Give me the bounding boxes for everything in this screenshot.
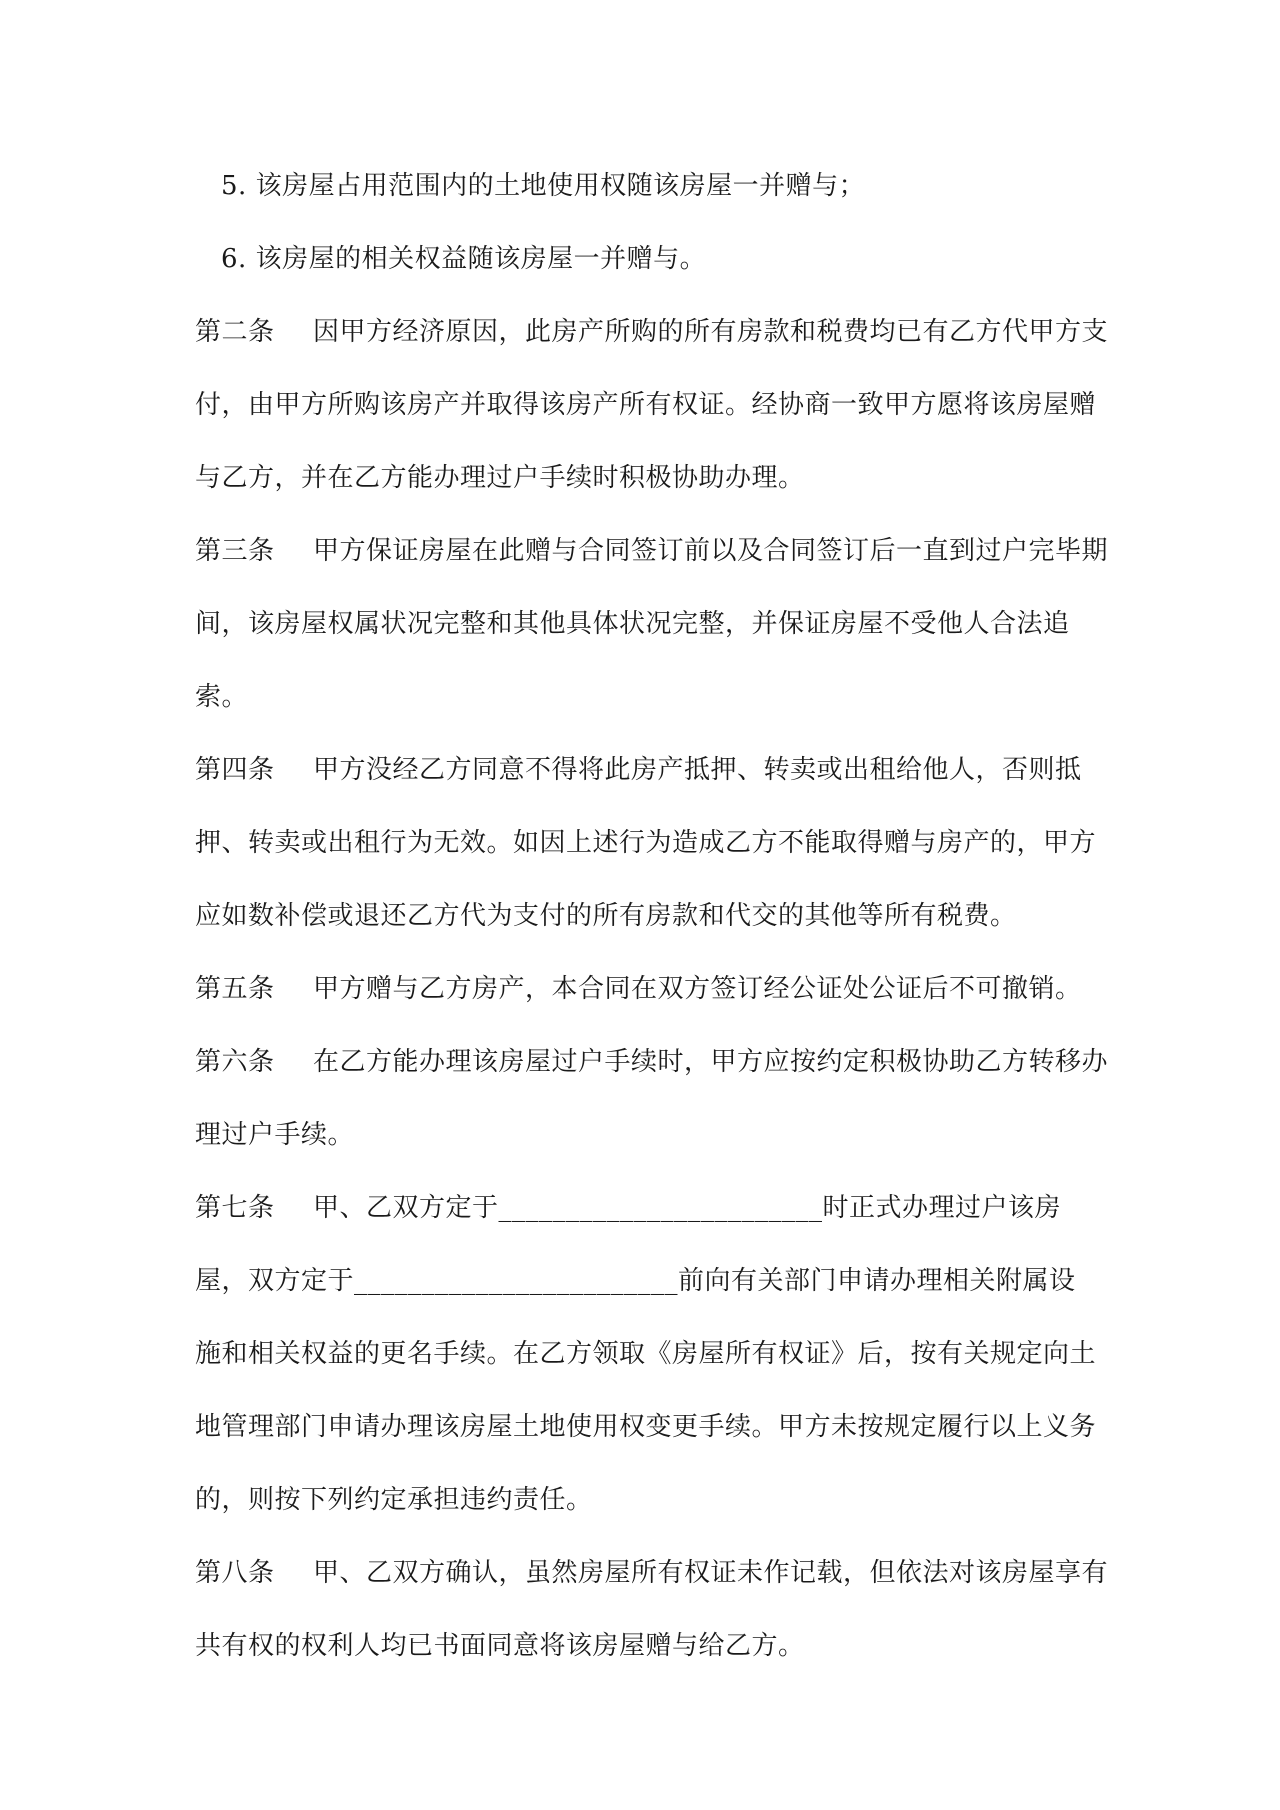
article-text: 甲方赠与乙方房产，本合同在双方签订经公证处公证后不可撤销。 xyxy=(313,974,1082,1004)
article-2-line: 付，由甲方所购该房产并取得该房产所有权证。经协商一致甲方愿将该房屋赠 xyxy=(195,390,1097,420)
article-label: 第八条 xyxy=(195,1558,275,1588)
article-2-line: 与乙方，并在乙方能办理过户手续时积极协助办理。 xyxy=(195,463,805,493)
article-4-line: 押、转卖或出租行为无效。如因上述行为造成乙方不能取得赠与房产的，甲方 xyxy=(195,828,1097,858)
article-text: 甲、乙双方确认，虽然房屋所有权证未作记载，但依法对该房屋享有 xyxy=(313,1558,1109,1588)
article-label: 第七条 xyxy=(195,1193,275,1223)
article-7-line: 地管理部门申请办理该房屋土地使用权变更手续。甲方未按规定履行以上义务 xyxy=(195,1412,1097,1442)
list-item xyxy=(195,223,1095,296)
article-label: 第二条 xyxy=(195,317,275,347)
article-6-line: 理过户手续。 xyxy=(195,1120,355,1150)
article-3-line: 索。 xyxy=(195,682,249,712)
article-3-line xyxy=(195,515,1109,588)
article-label: 第三条 xyxy=(195,536,275,566)
article-4-line: 应如数补偿或退还乙方代为支付的所有房款和代交的其他等所有税费。 xyxy=(195,901,1017,931)
article-2-line xyxy=(195,296,1109,369)
list-item-number: 6. xyxy=(221,244,247,274)
article-7-line: 屋，双方定于________________________前向有关部门申请办理相关附属设 xyxy=(195,1266,1076,1296)
article-7-line: 的，则按下列约定承担违约责任。 xyxy=(195,1485,593,1515)
list-item-text: 该房屋占用范围内的土地使用权随该房屋一并赠与； xyxy=(255,171,866,201)
article-7-line: 施和相关权益的更名手续。在乙方领取《房屋所有权证》后，按有关规定向土 xyxy=(195,1339,1097,1369)
list-item-number: 5. xyxy=(221,171,247,201)
list-item xyxy=(195,150,1095,223)
article-3-line: 间，该房屋权属状况完整和其他具体状况完整，并保证房屋不受他人合法追 xyxy=(195,609,1070,639)
article-text: 甲方没经乙方同意不得将此房产抵押、转卖或出租给他人，否则抵 xyxy=(313,755,1082,785)
list-item-text: 该房屋的相关权益随该房屋一并赠与。 xyxy=(255,244,707,274)
article-6-line xyxy=(195,1026,1109,1099)
article-text: 因甲方经济原因，此房产所购的所有房款和税费均已有乙方代甲方支 xyxy=(313,317,1109,347)
article-8-line: 共有权的权利人均已书面同意将该房屋赠与给乙方。 xyxy=(195,1631,805,1661)
article-text: 在乙方能办理该房屋过户手续时，甲方应按约定积极协助乙方转移办 xyxy=(313,1047,1109,1077)
article-label: 第六条 xyxy=(195,1047,275,1077)
article-5-line xyxy=(195,953,1095,1026)
document-body xyxy=(195,150,1109,1683)
article-text: 甲方保证房屋在此赠与合同签订前以及合同签订后一直到过户完毕期 xyxy=(313,536,1109,566)
article-8-line xyxy=(195,1537,1109,1610)
article-4-line xyxy=(195,734,1095,807)
article-label: 第四条 xyxy=(195,755,275,785)
article-text: 甲、乙双方定于________________________时正式办理过户该房 xyxy=(313,1193,1062,1223)
article-7-line xyxy=(195,1172,1095,1245)
article-label: 第五条 xyxy=(195,974,275,1004)
